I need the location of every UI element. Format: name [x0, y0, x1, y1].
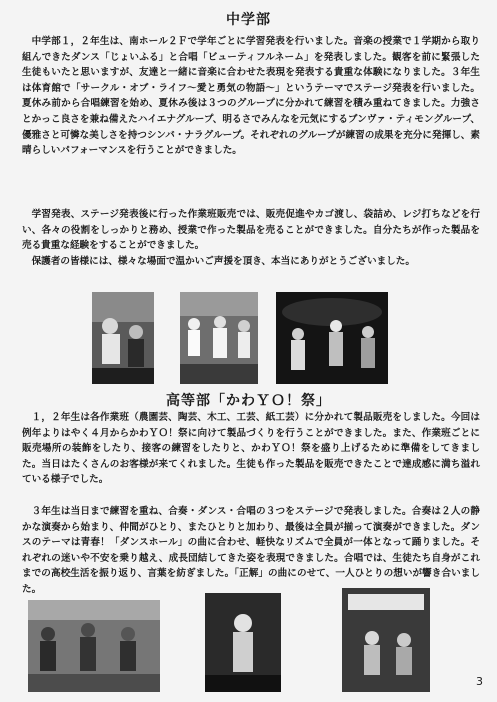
- high-school-photo-dance: [205, 593, 281, 692]
- junior-high-photo-performance: [276, 292, 388, 384]
- junior-high-paragraph-3: 保護者の皆様には、様々な場面で温かいご声援を頂き、本当にありがとうございました。: [31, 256, 415, 267]
- junior-high-paragraph-2: 学習発表、ステージ発表後に行った作業班販売では、販売促進やカゴ渡し、袋詰め、レジ打ちなどを行い、各々の役割をしっかりと務め、授業で作った製品を売ることができました。自分たちが作った製品を売る貴重な経験をすることができました。: [22, 209, 480, 252]
- junior-high-heading: 中学部: [226, 12, 271, 28]
- junior-high-photo-stage: [180, 292, 258, 384]
- junior-high-photo-dance: [92, 292, 154, 384]
- junior-high-paragraph-1: 中学部１，２年生は、南ホール２Ｆで学年ごとに学習発表を行いました。音楽の授業で１学期から取り組んできたダンス「じょいふる」と合唱「ビューティフルネーム」を発表しました。観客を前に緊張した生徒もいたと思いますが、友達と一緒に音楽に合わせた表現を発表する貴重な体験になりました。３年生は体育館で「サークル・オブ・ライフ～愛と勇気の物語～」というテーマでステージ発表を行いました。夏休み前から合唱練習を始め、夏休み後は３つのグループに分かれて練習を積み重ねてきました。力強さとかっこ良さを兼ね備えたハイエナグループ、明るさでみんなを元気にするブンヴァ・ティモングループ、優雅さと可憐な美しさを持つシンバ・ナラグループ。それぞれのグループが練習の成果を充分に発揮し、素晴らしいパフォーマンスを行うことができました。: [22, 36, 480, 157]
- high-school-heading: 高等部「かわＹＯ！祭」: [166, 393, 331, 409]
- high-school-photo-stage-sign: [342, 588, 430, 692]
- high-school-photo-ensemble: [28, 600, 160, 692]
- page-number: 3: [476, 675, 483, 688]
- high-school-paragraph-1: １，２年生は各作業班（農園芸、陶芸、木工、工芸、紙工芸）に分かれて製品販売をしました。今回は例年よりはやく４月からかわＹＯ！祭に向けて製品づくりを行うことができました。また、作業班ごとに販売場所の装飾をしたり、接客の練習をしたりと、かわＹＯ！祭を盛り上げるために準備をしてきました。当日はたくさんのお客様が来てくれました。生徒も作った製品を販売できたことで達成感に満ち溢れている様子でした。: [22, 412, 480, 486]
- high-school-paragraph-2: ３年生は当日まで練習を重ね、合奏・ダンス・合唱の３つをステージで発表しました。合奏は２人の静かな演奏から始まり、仲間がひとり、またひとりと加わり、最後は全員が揃って演奏ができました。ダンスのテーマは青春！「ダンスホール」の曲に合わせ、軽快なリズムで全員が一体となって踊りました。それぞれの迷いや不安を乗り越え、成長団結してきた姿を表現できました。合唱では、生徒たち自身がこれまでの高校生活を振り返り、言葉を紡ぎました。「正解」の曲にのせて、一人ひとりの想いが響き合いました。: [22, 506, 480, 595]
